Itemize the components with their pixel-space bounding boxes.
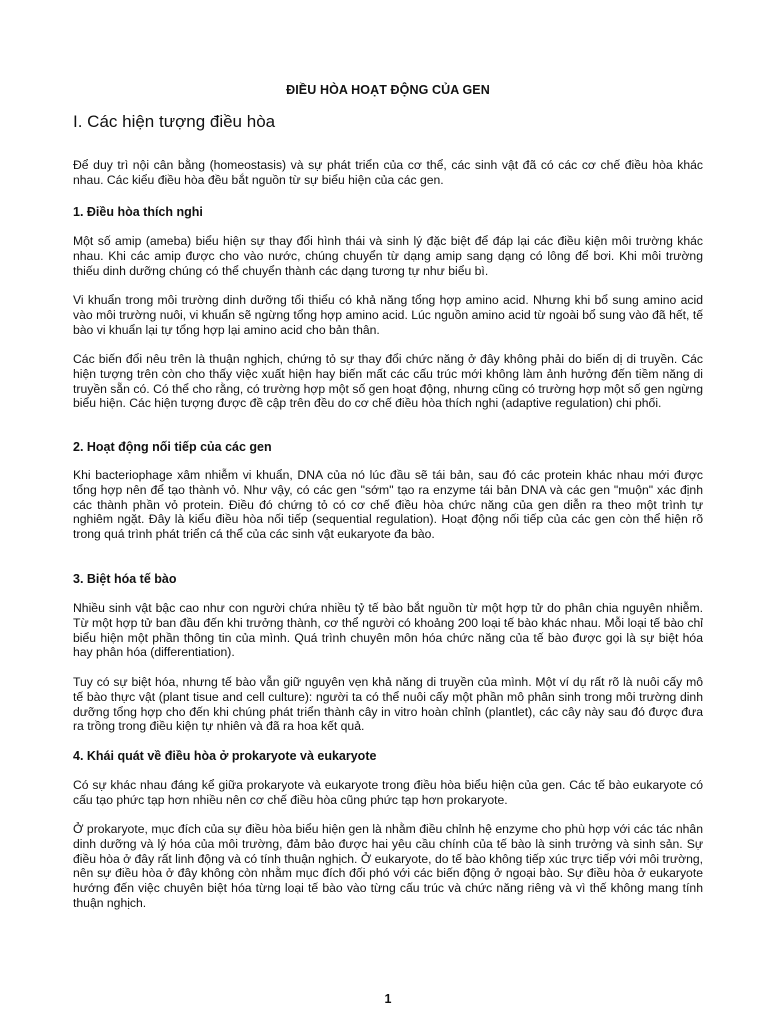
page-number: 1 — [384, 992, 392, 1006]
paragraph: Khi bacteriophage xâm nhiễm vi khuẩn, DNA của nó lúc đầu sẽ tái bản, sau đó các protein khác nhau mới được tổng hợp nên để tạo thành vỏ. Như vậy, có các gen "sớm" tạo ra enzyme tái bản DNA và các gen "muộn" xác định các thành phần vỏ protein. Điều đó chứng tỏ có cơ chế điều hòa chức năng của gen diễn ra theo một trình tự nghiêm ngặt. Đây là kiểu điều hòa nối tiếp (sequential regulation). Hoạt động nối tiếp của các gen còn thể hiện rõ trong quá trình phát triển cá thể của các sinh vật eukaryote đa bào. — [73, 468, 703, 542]
paragraph: Vi khuẩn trong môi trường dinh dưỡng tối thiểu có khả năng tổng hợp amino acid. Nhưng khi bổ sung amino acid vào môi trường nuôi, vi khuẩn sẽ ngừng tổng hợp amino acid. Lúc nguồn amino acid từ ngoài bổ sung vào đã hết, tế bào vi khuẩn lại tự tổng hợp lại amino acid cho bản thân. — [73, 293, 703, 337]
document-title: ĐIỀU HÒA HOẠT ĐỘNG CỦA GEN — [286, 83, 490, 97]
subheading-prokaryote-eukaryote: 4. Khái quát về điều hòa ở prokaryote và eukaryote — [73, 749, 377, 763]
paragraph: Một số amip (ameba) biểu hiện sự thay đổi hình thái và sinh lý đặc biệt để đáp lại các điều kiện môi trường khác nhau. Khi các amip được cho vào nước, chúng chuyển từ dạng amip sang dạng có lông để bơi. Khi môi trường thiếu dinh dưỡng chúng có thể chuyển thành các dạng tương tự như biểu bì. — [73, 234, 703, 278]
paragraph: Ở prokaryote, mục đích của sự điều hòa biểu hiện gen là nhằm điều chỉnh hệ enzyme cho phù hợp với các tác nhân dinh dưỡng và lý hóa của môi trường, đảm bảo được hai yêu cầu chính của tế bào là sinh trưởng và sinh sản. Sự điều hòa ở đây rất linh động và có tính thuận nghịch. Ở eukaryote, do tế bào không tiếp xúc trực tiếp với môi trường, nên sự điều hòa ở đây không còn nhằm mục đích đối phó với các biến động ở ngoại bào. Sự điều hòa ở eukaryote hướng đến việc chuyên biệt hóa từng loại tế bào vào từng cấu trúc và chức năng riêng và vì thế không mang tính thuận nghịch. — [73, 822, 704, 910]
subheading-adaptive-regulation: 1. Điều hòa thích nghi — [73, 205, 203, 219]
subheading-cell-differentiation: 3. Biệt hóa tế bào — [73, 572, 177, 586]
intro-paragraph: Để duy trì nội cân bằng (homeostasis) và sự phát triển của cơ thể, các sinh vật đã có các cơ chế điều hòa khác nhau. Các kiểu điều hòa đều bắt nguồn từ sự biểu hiện của các gen. — [73, 158, 703, 187]
paragraph: Nhiều sinh vật bậc cao như con người chứa nhiều tỷ tế bào bắt nguồn từ một hợp tử do phân chia nguyên nhiễm. Từ một hợp tử ban đầu đến khi trưởng thành, cơ thể người có khoảng 200 loại tế bào khác nhau. Mỗi loại tế bào chỉ biểu hiện một phần thông tin của mình. Quá trình chuyên môn hóa chức năng của tế bào được gọi là sự biệt hóa hay phân hóa (differentiation). — [73, 601, 703, 660]
section-heading: I. Các hiện tượng điều hòa — [73, 112, 276, 131]
subheading-sequential-regulation: 2. Hoạt động nối tiếp của các gen — [73, 440, 272, 454]
paragraph: Tuy có sự biệt hóa, nhưng tế bào vẫn giữ nguyên vẹn khả năng di truyền của mình. Một ví dụ rất rõ là nuôi cấy mô tế bào thực vật (plant tisue and cell culture): người ta có thể nuôi cấy một phần mô phân sinh trong môi trường dinh dưỡng tổng hợp cho đến khi chúng phát triển thành cây in vitro hoàn chỉnh (plantlet), các cây này sau đó được đưa ra trồng trong điều kiện tự nhiên và đã ra hoa kết quả. — [73, 675, 703, 734]
paragraph: Có sự khác nhau đáng kể giữa prokaryote và eukaryote trong điều hòa biểu hiện của gen. Các tế bào eukaryote có cấu tạo phức tạp hơn nhiều nên cơ chế điều hòa cũng phức tạp hơn prokaryote. — [73, 778, 703, 807]
paragraph: Các biến đổi nêu trên là thuận nghịch, chứng tỏ sự thay đổi chức năng ở đây không phải do biến dị di truyền. Các hiện tượng trên còn cho thấy việc xuất hiện hay biến mất các cấu trúc mới không làm ảnh hưởng đến tiềm năng di truyền sẵn có. Có thể cho rằng, có trường hợp một số gen hoạt động, nhưng cũng có trường hợp một số gen ngừng biểu hiện. Các hiện tượng được đề cập trên đều do cơ chế điều hòa thích nghi (adaptive regulation) chi phối. — [73, 352, 703, 411]
document-page — [73, 0, 703, 1024]
